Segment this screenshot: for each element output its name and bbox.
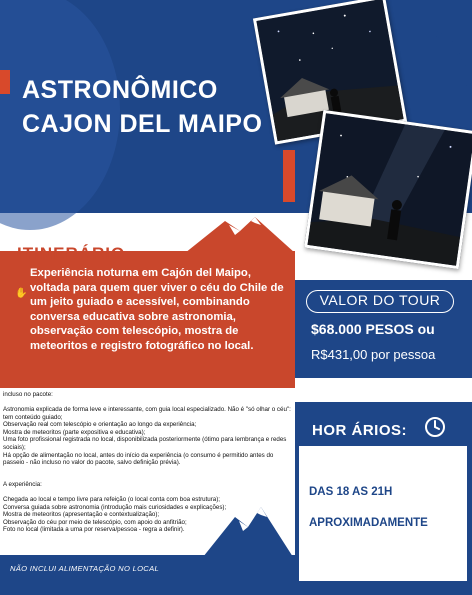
night-sky-photo-2 xyxy=(304,110,472,269)
experience-heading: A experiência: xyxy=(3,481,42,488)
list-item: Mostra de meteoritos (parte expositiva e educativa); xyxy=(3,428,146,436)
list-item: Mostra de meteoritos (apresentação e contextualização); xyxy=(3,511,160,519)
list-item: Foto no local (limitada a uma por reserva/pessoa - regra a definir). xyxy=(3,526,185,534)
list-item: Chegada ao local e tempo livre para refeição (o local conta com boa estrutura); xyxy=(3,496,221,503)
hours-note: APROXIMADAMENTE xyxy=(309,517,428,529)
hours-heading: HOR ÁRIOS: xyxy=(312,422,407,439)
tour-price-alt: R$431,00 por pessoa xyxy=(311,347,436,362)
hours-box xyxy=(299,446,467,581)
footer-note: NÃO INCLUI ALIMENTAÇÃO NO LOCAL xyxy=(10,564,159,573)
tour-label: VALOR DO TOUR xyxy=(319,292,441,308)
list-item: Uma foto profissional registrada no local, disponibilizada posteriormente (ótimo para lembrança e redes sociais); xyxy=(3,436,287,451)
page-title-line-1: ASTRONÔMICO xyxy=(22,76,218,104)
red-accent-bar-right xyxy=(283,150,295,202)
mountain-icon xyxy=(185,213,295,253)
included-heading: incluso no pacote: xyxy=(3,391,53,398)
itinerary-heading: ITINERÁRIO xyxy=(17,244,126,263)
list-item: Conversa guiada sobre astronomia (introdução mais curiosidades e explicações); xyxy=(3,503,227,511)
page-title-line-2: CAJON DEL MAIPO xyxy=(22,110,263,138)
itinerary-description: Experiência noturna em Cajón del Maipo, voltada para quem quer viver o céu do Chile de um jeito guiado e acessível, combinando conversa educativa sobre astronomia, observação com telescópio, mostra de meteoritos e registro fotográfico no local. xyxy=(30,267,284,352)
footer-panel xyxy=(0,555,295,595)
tour-price: $68.000 PESOS ou xyxy=(311,321,435,337)
included-list xyxy=(3,406,295,467)
list-item: Há opção de alimentação no local, antes do início da experiência (o consumo é permitido antes do passeio - não incluso no valor do pacote, salvo definição prévia). xyxy=(3,451,274,467)
hours-time: DAS 18 AS 21H xyxy=(309,486,393,498)
list-item: Observação real com telescópio e orientação ao longo da experiência; xyxy=(3,421,197,429)
clock-icon xyxy=(424,416,446,438)
red-accent-bar xyxy=(0,70,10,94)
list-item: Observação do céu por meio de telescópio, com apoio do anfitrião; xyxy=(3,518,187,526)
list-item: Astronomia explicada de forma leve e interessante, com guia local especializado. Não é "só olhar o céu": tem conteúdo guiado; xyxy=(3,406,291,421)
hand-icon: ✋ xyxy=(15,288,28,299)
mountain-icon xyxy=(203,503,293,557)
